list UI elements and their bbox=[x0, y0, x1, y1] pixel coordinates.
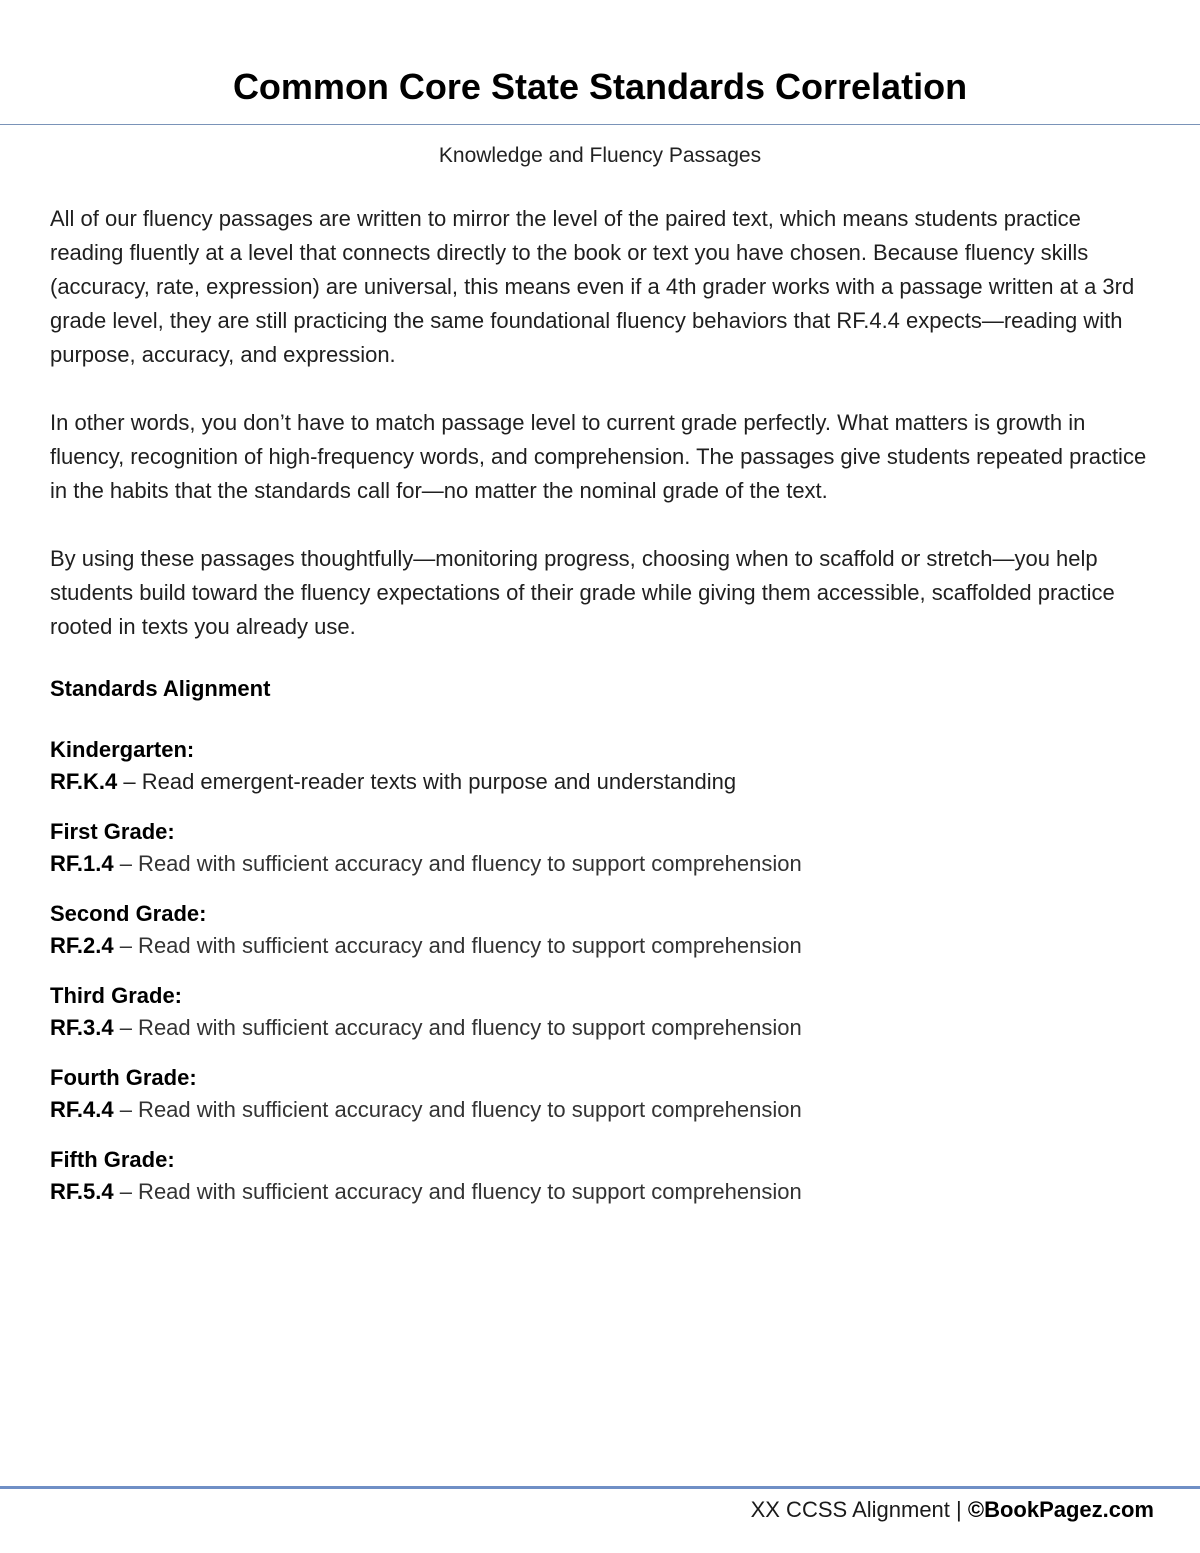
document-body bbox=[50, 202, 1160, 1226]
grade-fourth bbox=[50, 1062, 1160, 1126]
grade-label: Third Grade: bbox=[50, 983, 183, 1008]
standard-line bbox=[50, 930, 1160, 962]
standard-line bbox=[50, 1176, 1160, 1208]
grade-label: Fifth Grade: bbox=[50, 1147, 175, 1172]
standard-line bbox=[50, 1012, 1160, 1044]
standard-line bbox=[50, 848, 1160, 880]
usage-paragraph: By using these passages thoughtfully—monitoring progress, choosing when to scaffold or stretch—you help students build toward the fluency expectations of their grade while giving them accessible, scaffolded practice rooted in texts you already use. bbox=[50, 546, 1115, 639]
intro-paragraph: All of our fluency passages are written to mirror the level of the paired text, which means students practice reading fluently at a level that connects directly to the book or text you have chosen. Because fluency skills (accuracy, rate, expression) are universal, this means even if a 4th grader works with a passage written at a 3rd grade level, they are still practicing the same foundational fluency behaviors that RF.4.4 expects—reading with purpose, accuracy, and expression. bbox=[50, 206, 1135, 367]
standard-line bbox=[50, 766, 1160, 798]
standard-description: – Read with sufficient accuracy and fluency to support comprehension bbox=[113, 1179, 802, 1204]
grade-fifth bbox=[50, 1144, 1160, 1208]
copyright-symbol: © bbox=[967, 1497, 985, 1522]
footer-label: XX CCSS Alignment | bbox=[750, 1497, 968, 1522]
page-subtitle: Knowledge and Fluency Passages bbox=[438, 144, 762, 167]
page-footer bbox=[751, 1494, 1154, 1526]
header-divider bbox=[0, 124, 1200, 125]
standard-description: – Read emergent-reader texts with purpose and understanding bbox=[117, 769, 737, 794]
grade-level-paragraph: In other words, you don’t have to match passage level to current grade perfectly. What matters is growth in fluency, recognition of high-frequency words, and comprehension. The passages give students repeated practice in the habits that the standards call for—no matter the nominal grade of the text. bbox=[50, 410, 1147, 503]
grade-first bbox=[50, 816, 1160, 880]
grade-kindergarten bbox=[50, 734, 1160, 798]
standard-code: RF.5.4 bbox=[50, 1179, 114, 1204]
grade-second bbox=[50, 898, 1160, 962]
grade-label: Fourth Grade: bbox=[50, 1065, 197, 1090]
footer-divider bbox=[0, 1486, 1200, 1489]
standards-alignment-heading: Standards Alignment bbox=[50, 676, 271, 701]
standard-description: – Read with sufficient accuracy and fluency to support comprehension bbox=[113, 851, 802, 876]
standard-description: – Read with sufficient accuracy and fluency to support comprehension bbox=[113, 1015, 802, 1040]
standard-description: – Read with sufficient accuracy and fluency to support comprehension bbox=[113, 933, 802, 958]
page-title: Common Core State Standards Correlation bbox=[232, 66, 968, 107]
standard-code: RF.K.4 bbox=[50, 769, 118, 794]
grade-label: First Grade: bbox=[50, 819, 175, 844]
footer-brand: BookPagez.com bbox=[984, 1497, 1154, 1522]
standard-code: RF.1.4 bbox=[50, 851, 114, 876]
standard-code: RF.2.4 bbox=[50, 933, 114, 958]
standard-code: RF.4.4 bbox=[50, 1097, 114, 1122]
grade-label: Second Grade: bbox=[50, 901, 207, 926]
standard-code: RF.3.4 bbox=[50, 1015, 114, 1040]
standard-description: – Read with sufficient accuracy and fluency to support comprehension bbox=[113, 1097, 802, 1122]
grade-third bbox=[50, 980, 1160, 1044]
standard-line bbox=[50, 1094, 1160, 1126]
grade-label: Kindergarten: bbox=[50, 737, 195, 762]
